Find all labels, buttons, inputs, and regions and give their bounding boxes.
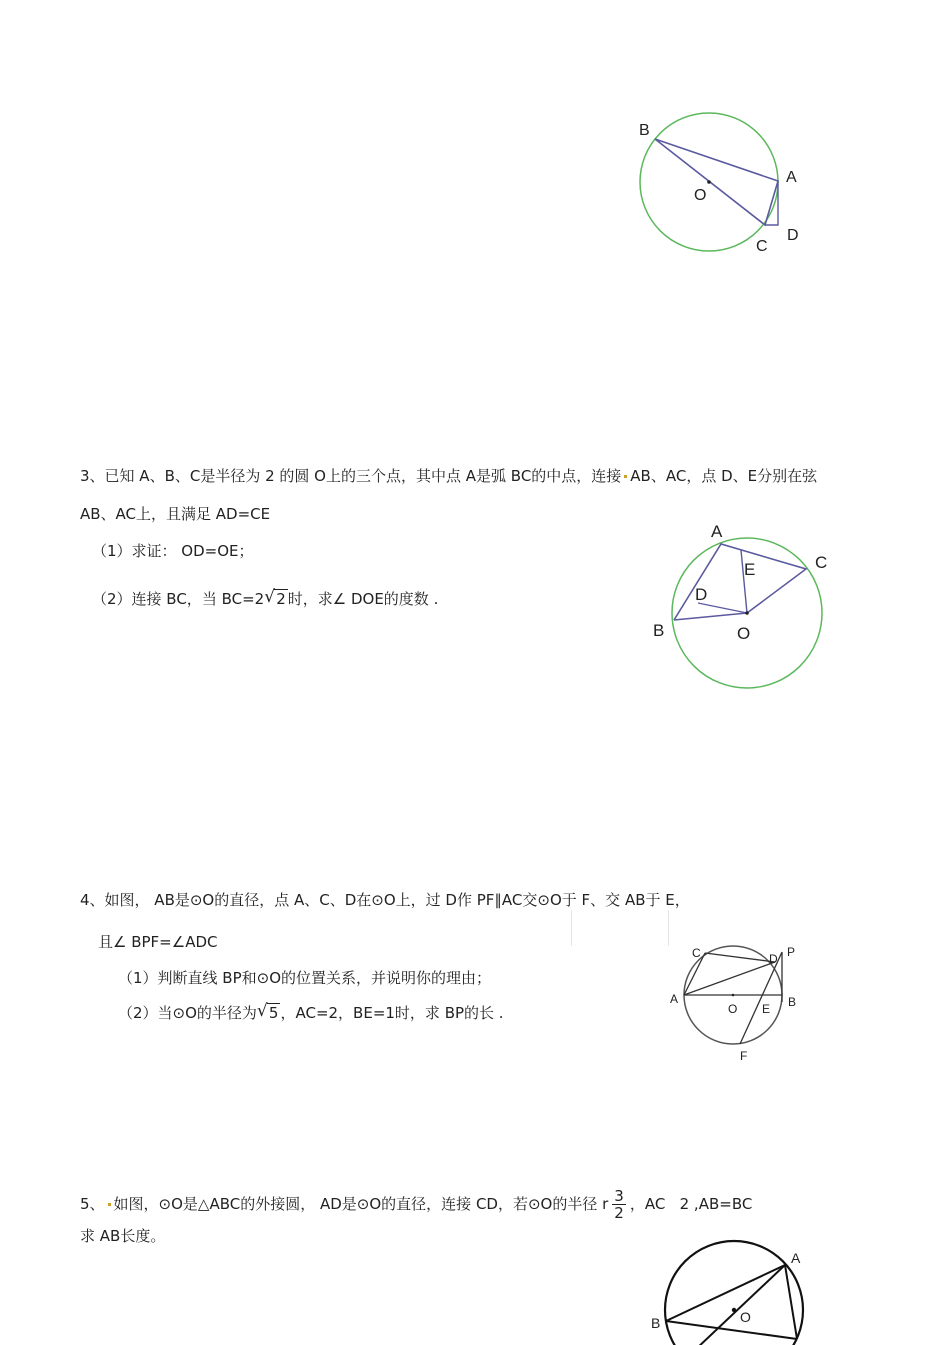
q3-line1-end: AB、AC，点 D、E分别在弦 — [630, 467, 818, 485]
label-a: A — [791, 1250, 801, 1266]
center-o — [707, 180, 711, 184]
q4-line1: 4、如图， AB是⊙O的直径，点 A、C、D在⊙O上，过 D作 PF∥AC交⊙O于 F、交 AB于 E， — [80, 891, 690, 909]
fraction-numerator: 3 — [614, 1187, 624, 1205]
q3-sub1: （1）求证： OD=OE； — [92, 542, 254, 560]
diameter-ad — [695, 1265, 785, 1345]
q3-line1 — [80, 466, 817, 486]
label-b: B — [788, 995, 797, 1009]
q3-line2: AB、AC上，且满足 AD=CE — [80, 505, 271, 523]
figure-2 — [640, 515, 840, 700]
label-c: C — [756, 238, 768, 255]
label-o: O — [737, 624, 751, 643]
sqrt-symbol — [257, 1003, 281, 1023]
sqrt-symbol — [264, 589, 288, 609]
marker-dot — [624, 475, 627, 478]
label-c: C — [692, 946, 701, 960]
marker-dot — [108, 1203, 111, 1206]
label-f: F — [740, 1049, 748, 1063]
q4-line2: 且∠ BPF=∠ADC — [98, 933, 218, 951]
fraction-denominator: 2 — [614, 1204, 624, 1222]
figure-3 — [665, 940, 815, 1070]
label-b: B — [651, 1315, 661, 1331]
faint-divider — [571, 910, 572, 946]
line-ba — [666, 1265, 785, 1321]
label-d: D — [695, 585, 708, 604]
q5-line1-text: 如图，⊙O是△ABC的外接圆， AD是⊙O的直径，连接 CD，若⊙O的半径 r — [113, 1195, 609, 1213]
q3-line1-text: 3、已知 A、B、C是半径为 2 的圆 O上的三个点，其中点 A是弧 BC的中点，连接 — [80, 467, 622, 485]
q5-line1-tail: 2 ,AB=BC — [679, 1195, 753, 1213]
label-a: A — [711, 522, 723, 541]
q4-sub1: （1）判断直线 BP和⊙O的位置关系，并说明你的理由； — [118, 969, 492, 987]
line-bo — [674, 613, 747, 620]
q4-sub2-post: ，AC=2，BE=1时，求 BP的长 . — [280, 1004, 504, 1022]
q4-sub2 — [118, 1003, 504, 1023]
q5-number: 5、 — [80, 1195, 105, 1213]
label-c: C — [815, 553, 828, 572]
label-o: O — [728, 1002, 738, 1016]
label-d: D — [769, 952, 778, 966]
label-e: E — [744, 560, 756, 579]
center-o — [732, 994, 735, 997]
label-b: B — [653, 621, 665, 640]
q4-sub2-pre: （2）当⊙O的半径为 — [118, 1004, 257, 1022]
line-bc — [666, 1321, 797, 1339]
center-o — [745, 611, 749, 615]
figure-1 — [620, 100, 820, 260]
label-d: D — [787, 227, 799, 244]
fraction — [612, 1188, 626, 1221]
center-o — [732, 1308, 736, 1312]
figure-4 — [645, 1235, 825, 1345]
q4-sub2-radicand: 5 — [268, 1004, 279, 1022]
triangle-bac — [655, 139, 778, 225]
label-a: A — [786, 169, 797, 186]
label-b: B — [639, 122, 650, 139]
label-a: A — [670, 992, 679, 1006]
label-p: P — [787, 945, 796, 959]
label-o: O — [740, 1309, 751, 1325]
q5-line1 — [80, 1188, 752, 1221]
q5-line1-post: ，AC — [629, 1195, 666, 1213]
q5-line2: 求 AB长度。 — [80, 1227, 166, 1245]
label-o: O — [694, 187, 707, 204]
q3-sub2-pre: （2）连接 BC，当 BC=2 — [92, 590, 265, 608]
quad-abco — [674, 544, 806, 620]
line-od — [698, 603, 747, 613]
q3-sub2 — [92, 589, 438, 609]
label-e: E — [762, 1002, 771, 1016]
q3-sub2-post: 时，求∠ DOE的度数 . — [287, 590, 439, 608]
q3-sub2-radicand: 2 — [276, 590, 286, 608]
